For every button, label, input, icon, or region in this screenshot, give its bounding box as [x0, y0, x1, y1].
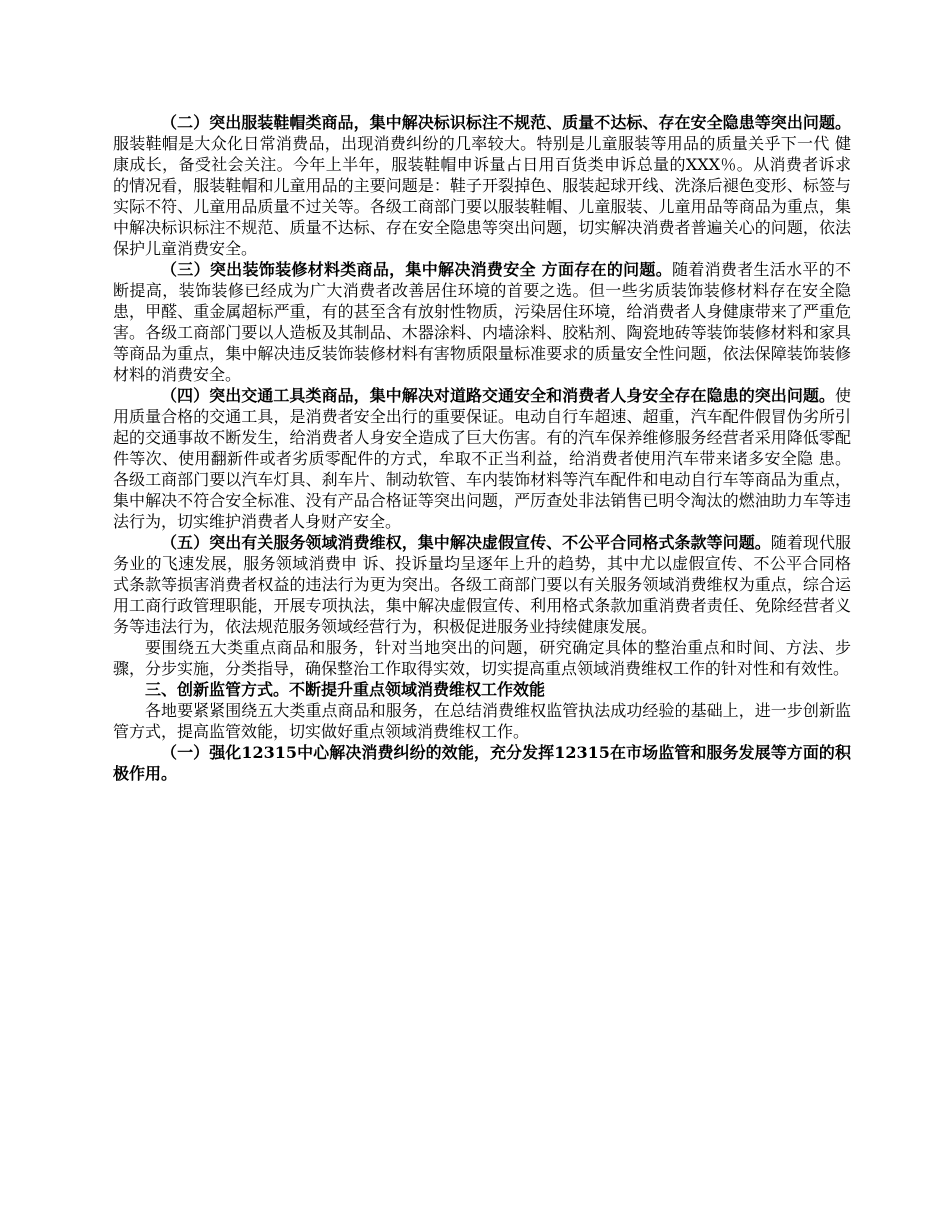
paragraph-body: 使用质量合格的交通工具，是消费者安全出行的重要保证。电动自行车超速、超重，汽车配件假冒伪劣所引起的交通事故不断发生，给消费者人身安全造成了巨大伤害。有的汽车保养维修服务经营者采用降低零配件等次、使用翻新件或者劣质零配件的方式，牟取不正当利益，给消费者使用汽车带来诸多安全隐 患。各级工商部门要以汽车灯具、刹车片、制动软管、车内装饰材料等汽车配件和电动自行车等商品为重点，集中解决不符合安全标准、没有产品合格证等突出问题，严厉查处非法销售已明令淘汰的燃油助力车等违法行为，切实维护消费者人身财产安全。 — [113, 386, 851, 531]
paragraph-body: 随着消费者生活水平的不断提高，装饰装修已经成为广大消费者改善居住环境的首要之选。但一些劣质装饰装修材料存在安全隐患，甲醛、重金属超标严重，有的甚至含有放射性物质，污染居住环境，给消费者人身健康带来了严重危害。各级工商部门要以人造板及其制品、木器涂料、内墙涂料、胶粘剂、陶瓷地砖等装饰装修材料和家具等商品为重点，集中解决违反装饰装修材料有害物质限量标准要求的质量安全性问题，依法保障装饰装修材料的消费安全。 — [113, 260, 851, 384]
paragraph-body: 服装鞋帽是大众化日常消费品，出现消费纠纷的几率较大。特别是儿童服装等用品的质量关乎下一代 健康成长，备受社会关注。今年上半年，服装鞋帽申诉量占日用百货类申诉总量的XXX％。从消费者诉求的情况看，服装鞋帽和儿童用品的主要问题是：鞋子开裂掉色、服装起球开线、洗涤后褪色变形、标签与实际不符、儿童用品质量不过关等。各级工商部门要以服装鞋帽、儿童服装、儿童用品等商品为重点，集中解决标识标注不规范、质量不达标、存在安全隐患等突出问题，切实解决消费者普遍关心的问题，依法保护儿童消费安全。 — [113, 134, 851, 258]
paragraph-heading: （一）强化12315中心解决消费纠纷的效能，充分发挥12315在市场监管和服务发展等方面的积极作用。 — [113, 743, 851, 783]
paragraph-5-services — [113, 532, 851, 637]
paragraph-heading: （五）突出有关服务领域消费维权，集中解决虚假宣传、不公平合同格式条款等问题。 — [161, 533, 771, 552]
paragraph-12315 — [113, 742, 851, 784]
paragraph-summary — [113, 637, 851, 679]
paragraph-body: 随着现代服务业的飞速发展，服务领域消费申 诉、投诉量均呈逐年上升的趋势，其中尤以虚假宣传、不公平合同格式条款等损害消费者权益的违法行为更为突出。各级工商部门要以有关服务领域消费维权为重点，综合运用工商行政管理职能，开展专项执法，集中解决虚假宣传、利用格式条款加重消费者责任、免除经营者义务等违法行为，依法规范服务领域经营行为，积极促进服务业持续健康发展。 — [113, 533, 851, 636]
paragraph-4-transport — [113, 385, 851, 532]
paragraph-heading: （三）突出装饰装修材料类商品，集中解决消费安全 方面存在的问题。 — [161, 260, 673, 279]
paragraph-3-decoration — [113, 259, 851, 385]
paragraph-heading: （二）突出服装鞋帽类商品，集中解决标识标注不规范、质量不达标、存在安全隐患等突出问题。 — [161, 113, 851, 132]
section-title: 三、创新监管方式。不断提升重点领域消费维权工作效能 — [145, 680, 546, 699]
section-heading-3 — [113, 679, 851, 700]
paragraph-body: 要围绕五大类重点商品和服务，针对当地突出的问题，研究确定具体的整治重点和时间、方法、步骤，分步实施，分类指导，确保整治工作取得实效，切实提高重点领域消费维权工作的针对性和有效性。 — [113, 638, 851, 678]
paragraph-2-clothing — [113, 112, 851, 259]
paragraph-heading: （四）突出交通工具类商品，集中解决对道路交通安全和消费者人身安全存在隐患的突出问题。 — [161, 386, 835, 405]
paragraph-body: 各地要紧紧围绕五大类重点商品和服务，在总结消费维权监管执法成功经验的基础上，进一步创新监管方式，提高监管效能，切实做好重点领域消费维权工作。 — [113, 701, 851, 741]
document-page — [113, 112, 851, 784]
paragraph-section-3-intro — [113, 700, 851, 742]
